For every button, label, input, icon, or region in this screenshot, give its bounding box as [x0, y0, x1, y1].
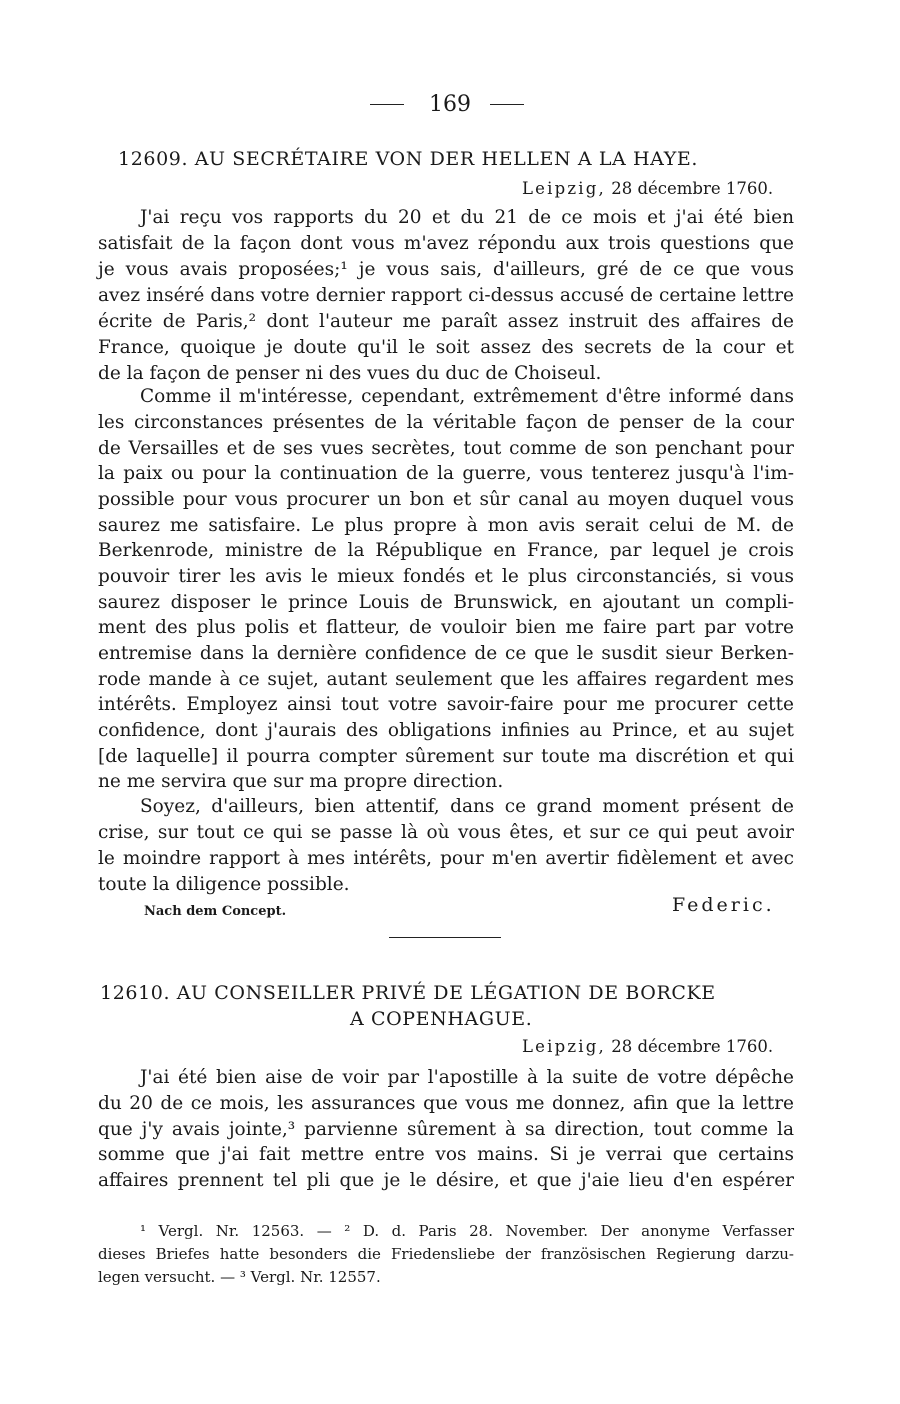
- letter-place-date: [522, 1036, 773, 1058]
- text-line: toute la diligence possible.: [98, 874, 350, 895]
- text-line: J'ai reçu vos rapports du 20 et du 21 de ce mois et j'ai été bien: [140, 207, 794, 228]
- text-line: le moindre rapport à mes intérêts, pour m'en avertir fidèlement et avec: [98, 848, 794, 869]
- text-line: Soyez, d'ailleurs, bien attentif, dans ce grand moment présent de: [140, 796, 794, 817]
- footnote-line: ¹ Vergl. Nr. 12563. — ² D. d. Paris 28. November. Der anonyme Verfasser: [140, 1222, 794, 1240]
- letter-place-date: [522, 178, 773, 200]
- text-line: la paix ou pour la continuation de la guerre, vous tenterez jusqu'à l'im-: [98, 463, 794, 484]
- text-line: affaires prennent tel pli que je le désire, et que j'aie lieu d'en espérer: [98, 1170, 794, 1191]
- letter-heading: 12610. AU CONSEILLER PRIVÉ DE LÉGATION DE BORCKE: [100, 982, 716, 1004]
- text-line: que j'y avais jointe,³ parvienne sûrement à sa direction, tout comme la: [98, 1119, 794, 1140]
- text-line: possible pour vous procurer un bon et sûr canal au moyen duquel vous: [98, 489, 794, 510]
- source-note: Nach dem Concept.: [144, 904, 287, 919]
- text-line: somme que j'ai fait mettre entre vos mains. Si je verrai que certains: [98, 1144, 794, 1165]
- text-line: ment des plus polis et flatteur, de vouloir bien me faire part par votre: [98, 617, 794, 638]
- letter-heading: 12609. AU SECRÉTAIRE VON DER HELLEN A LA HAYE.: [118, 148, 698, 170]
- text-line: écrite de Paris,² dont l'auteur me paraît assez instruit des affaires de: [98, 311, 794, 332]
- page-number-dash-right: [490, 104, 524, 105]
- text-line: ne me servira que sur ma propre direction.: [98, 771, 504, 792]
- text-line: pouvoir tirer les avis le mieux fondés et le plus circonstanciés, si vous: [98, 566, 794, 587]
- text-line: France, quoique je doute qu'il le soit assez des secrets de la cour et: [98, 337, 794, 358]
- letter-date: 28 décembre 1760.: [611, 179, 774, 198]
- text-line: crise, sur tout ce qui se passe là où vous êtes, et sur ce qui peut avoir: [98, 822, 794, 843]
- text-line: entremise dans la dernière confidence de ce que le susdit sieur Berken-: [98, 643, 794, 664]
- letter-place: Leipzig,: [522, 179, 606, 198]
- text-line: du 20 de ce mois, les assurances que vous me donnez, afin que la lettre: [98, 1093, 794, 1114]
- letter-date: 28 décembre 1760.: [611, 1037, 774, 1056]
- page-number: 169: [429, 92, 471, 117]
- section-separator: [389, 937, 501, 938]
- footnote-line: dieses Briefes hatte besonders die Friedensliebe der französischen Regierung darzu-: [98, 1245, 794, 1263]
- letter-place: Leipzig,: [522, 1037, 606, 1056]
- text-line: les circonstances présentes de la véritable façon de penser de la cour: [98, 412, 794, 433]
- text-line: saurez disposer le prince Louis de Brunswick, en ajoutant un compli-: [98, 592, 794, 613]
- text-line: je vous avais proposées;¹ je vous sais, d'ailleurs, gré de ce que vous: [98, 259, 794, 280]
- text-line: avez inséré dans votre dernier rapport ci-dessus accusé de certaine lettre: [98, 285, 794, 306]
- text-line: Comme il m'intéresse, cependant, extrêmement d'être informé dans: [140, 386, 794, 407]
- text-line: confidence, dont j'aurais des obligations infinies au Prince, et au sujet: [98, 720, 794, 741]
- text-line: rode mande à ce sujet, autant seulement que les affaires regardent mes: [98, 669, 794, 690]
- text-line: [de laquelle] il pourra compter sûrement sur toute ma discrétion et qui: [98, 746, 794, 767]
- text-line: de Versailles et de ses vues secrètes, tout comme de son penchant pour: [98, 438, 794, 459]
- text-line: intérêts. Employez ainsi tout votre savoir-faire pour me procurer cette: [98, 694, 794, 715]
- letter-heading-continuation: A COPENHAGUE.: [350, 1008, 533, 1030]
- text-line: saurez me satisfaire. Le plus propre à mon avis serait celui de M. de: [98, 515, 794, 536]
- text-line: satisfait de la façon dont vous m'avez répondu aux trois questions que: [98, 233, 794, 254]
- signature: Federic.: [672, 894, 775, 916]
- footnote-line: legen versucht. — ³ Vergl. Nr. 12557.: [98, 1268, 381, 1286]
- text-line: de la façon de penser ni des vues du duc de Choiseul.: [98, 363, 602, 384]
- text-line: Berkenrode, ministre de la République en France, par lequel je crois: [98, 540, 794, 561]
- text-line: J'ai été bien aise de voir par l'apostille à la suite de votre dépêche: [140, 1067, 794, 1088]
